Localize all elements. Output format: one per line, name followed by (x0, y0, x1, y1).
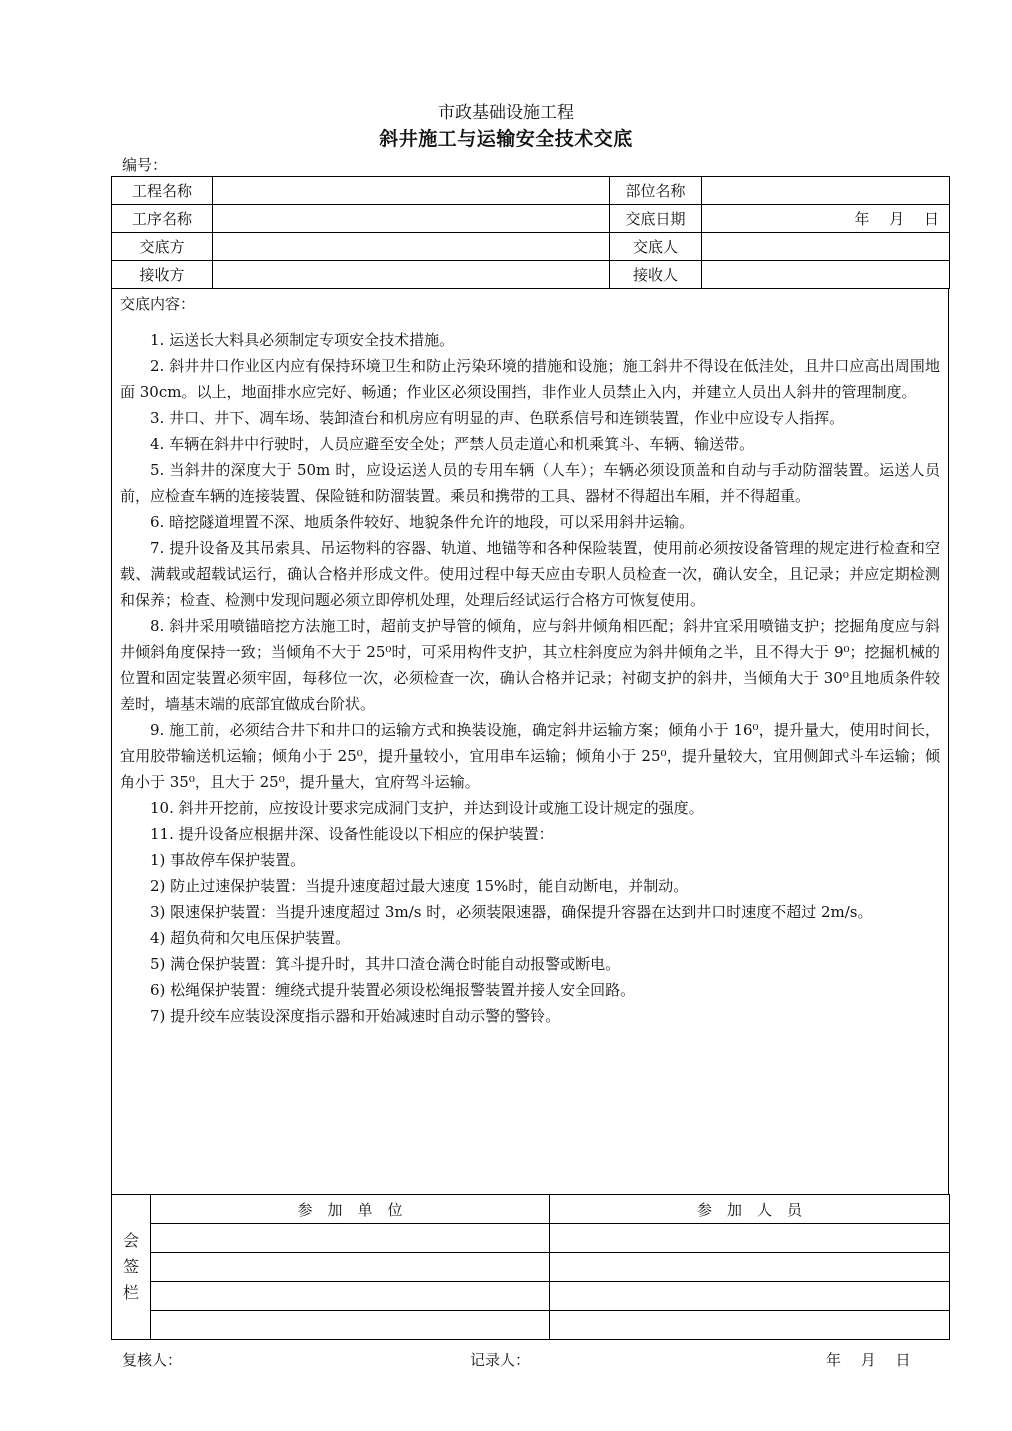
content-paragraph: 3) 限速保护装置：当提升速度超过 3m/s 时，必须装限速器，确保提升容器在达到井口时速度不超过 2m/s。 (150, 903, 873, 921)
table-row (112, 1311, 950, 1340)
content-paragraph: 1. 运送长大料具必须制定专项安全技术措施。 (150, 331, 455, 349)
content-paragraph: 7) 提升绞车应装设深度指示器和开始减速时自动示警的警铃。 (150, 1007, 561, 1025)
content-paragraph: 6. 暗挖隧道埋置不深、地质条件较好、地貌条件允许的地段，可以采用斜井运输。 (150, 513, 695, 531)
reviewer-label: 复核人： (122, 1351, 183, 1369)
unit-cell[interactable] (151, 1311, 550, 1340)
project-name-label: 工程名称 (112, 177, 213, 205)
table-row (112, 1224, 950, 1253)
person-cell[interactable] (550, 1311, 950, 1340)
discloser-person-field[interactable] (702, 233, 950, 261)
discloser-field[interactable] (213, 233, 610, 261)
receiver-person-label: 接收人 (610, 261, 702, 289)
person-cell[interactable] (550, 1253, 950, 1282)
content-paragraph: 8. 斜井采用喷锚暗挖方法施工时，超前支护导管的倾角，应与斜井倾角相匹配；斜井宜采用喷锚支护；挖掘角度应与斜井倾斜角度保持一致；当倾角不大于 25⁰时，可采用构件支护，其立柱斜度应为斜井倾角之半，且不得大于 9⁰；挖掘机械的位置和固定装置必须牢固，每移位一次，必须检查一次，确认合格并记录；衬砌支护的斜井，当倾角大于 30⁰且地质条件较差时，墙基末端的底部宜做成台阶状。 (120, 617, 940, 713)
project-category-title: 市政基础设施工程 (438, 103, 574, 123)
table-row (112, 205, 950, 233)
person-header: 参 加 人 员 (550, 1195, 950, 1224)
info-table (111, 176, 950, 289)
content-paragraph: 4) 超负荷和欠电压保护装置。 (150, 929, 351, 947)
part-name-label: 部位名称 (610, 177, 702, 205)
process-name-field[interactable] (213, 205, 610, 233)
table-row (112, 1282, 950, 1311)
table-row (112, 233, 950, 261)
content-paragraph: 1) 事故停车保护装置。 (150, 851, 306, 869)
process-name-label: 工序名称 (112, 205, 213, 233)
content-paragraph: 2. 斜井井口作业区内应有保持环境卫生和防止污染环境的措施和设施；施工斜井不得设在低洼处，且井口应高出周围地面 30cm。以上，地面排水应完好、畅通；作业区必须设围挡，非作业人员禁止入内，并建立人员出人斜井的管理制度。 (120, 357, 940, 401)
discloser-label: 交底方 (112, 233, 213, 261)
serial-number-label: 编号： (122, 156, 168, 174)
receiver-field[interactable] (213, 261, 610, 289)
content-paragraph: 7. 提升设备及其吊索具、吊运物料的容器、轨道、地锚等和各种保险装置，使用前必须按设备管理的规定进行检查和空载、满载或超载试运行，确认合格并形成文件。使用过程中每天应由专职人员检查一次，确认安全，且记录；并应定期检测和保养；检查、检测中发现问题必须立即停机处理，处理后经试运行合格方可恢复使用。 (120, 539, 940, 609)
content-body (120, 327, 940, 1029)
footer-date: 年 月 日 (826, 1351, 911, 1369)
content-paragraph: 3. 井口、井下、凋车场、装卸渣台和机房应有明显的声、色联系信号和连锁装置，作业中应设专人指挥。 (150, 409, 845, 427)
content-paragraph: 10. 斜井开挖前，应按设计要求完成洞门支护，并达到设计或施工设计规定的强度。 (150, 799, 704, 817)
content-label: 交底内容： (120, 295, 196, 313)
signature-column-text: 会签栏 (123, 1231, 140, 1302)
recorder-label: 记录人： (470, 1351, 531, 1369)
content-paragraph: 5) 满仓保护装置：箕斗提升时，其井口渣仓满仓时能自动报警或断电。 (150, 955, 621, 973)
receiver-person-field[interactable] (702, 261, 950, 289)
table-row (112, 1195, 950, 1224)
content-paragraph: 5. 当斜井的深度大于 50m 时，应设运送人员的专用车辆（人车）；车辆必须设顶盖和自动与手动防溜装置。运送人员前，应检查车辆的连接装置、保险链和防溜装置。乘员和携带的工具、器材不得超出车厢，并不得超重。 (120, 461, 940, 505)
table-row (112, 261, 950, 289)
document-title: 斜井施工与运输安全技术交底 (379, 128, 633, 150)
content-section (111, 289, 949, 1195)
content-paragraph: 6) 松绳保护装置：缠绕式提升装置必须设松绳报警装置并接人安全回路。 (150, 981, 636, 999)
signature-column-label (112, 1195, 151, 1340)
signature-table (111, 1194, 950, 1340)
project-name-field[interactable] (213, 177, 610, 205)
date-label: 交底日期 (610, 205, 702, 233)
receiver-label: 接收方 (112, 261, 213, 289)
table-row (112, 177, 950, 205)
unit-cell[interactable] (151, 1253, 550, 1282)
content-paragraph: 4. 车辆在斜井中行驶时，人员应避至安全处；严禁人员走道心和机乘箕斗、车辆、输送带。 (150, 435, 755, 453)
table-row (112, 1253, 950, 1282)
content-paragraph: 9. 施工前，必须结合井下和井口的运输方式和换装设施，确定斜井运输方案；倾角小于 16⁰，提升量大，使用时间长，宜用胶带输送机运输；倾角小于 25⁰，提升量较小，宜用串车运输；倾角小于 25⁰，提升量较大，宜用侧卸式斗车运输；倾角小于 35⁰，且大于 25⁰，提升量大，宜府驾斗运输。 (120, 721, 940, 791)
content-paragraph: 11. 提升设备应根据井深、设备性能设以下相应的保护装置： (150, 825, 554, 843)
discloser-person-label: 交底人 (610, 233, 702, 261)
unit-cell[interactable] (151, 1224, 550, 1253)
person-cell[interactable] (550, 1282, 950, 1311)
unit-cell[interactable] (151, 1282, 550, 1311)
unit-header: 参 加 单 位 (151, 1195, 550, 1224)
part-name-field[interactable] (702, 177, 950, 205)
content-paragraph: 2) 防止过速保护装置：当提升速度超过最大速度 15%时，能自动断电，并制动。 (150, 877, 689, 895)
person-cell[interactable] (550, 1224, 950, 1253)
date-field[interactable]: 年 月 日 (702, 205, 950, 233)
